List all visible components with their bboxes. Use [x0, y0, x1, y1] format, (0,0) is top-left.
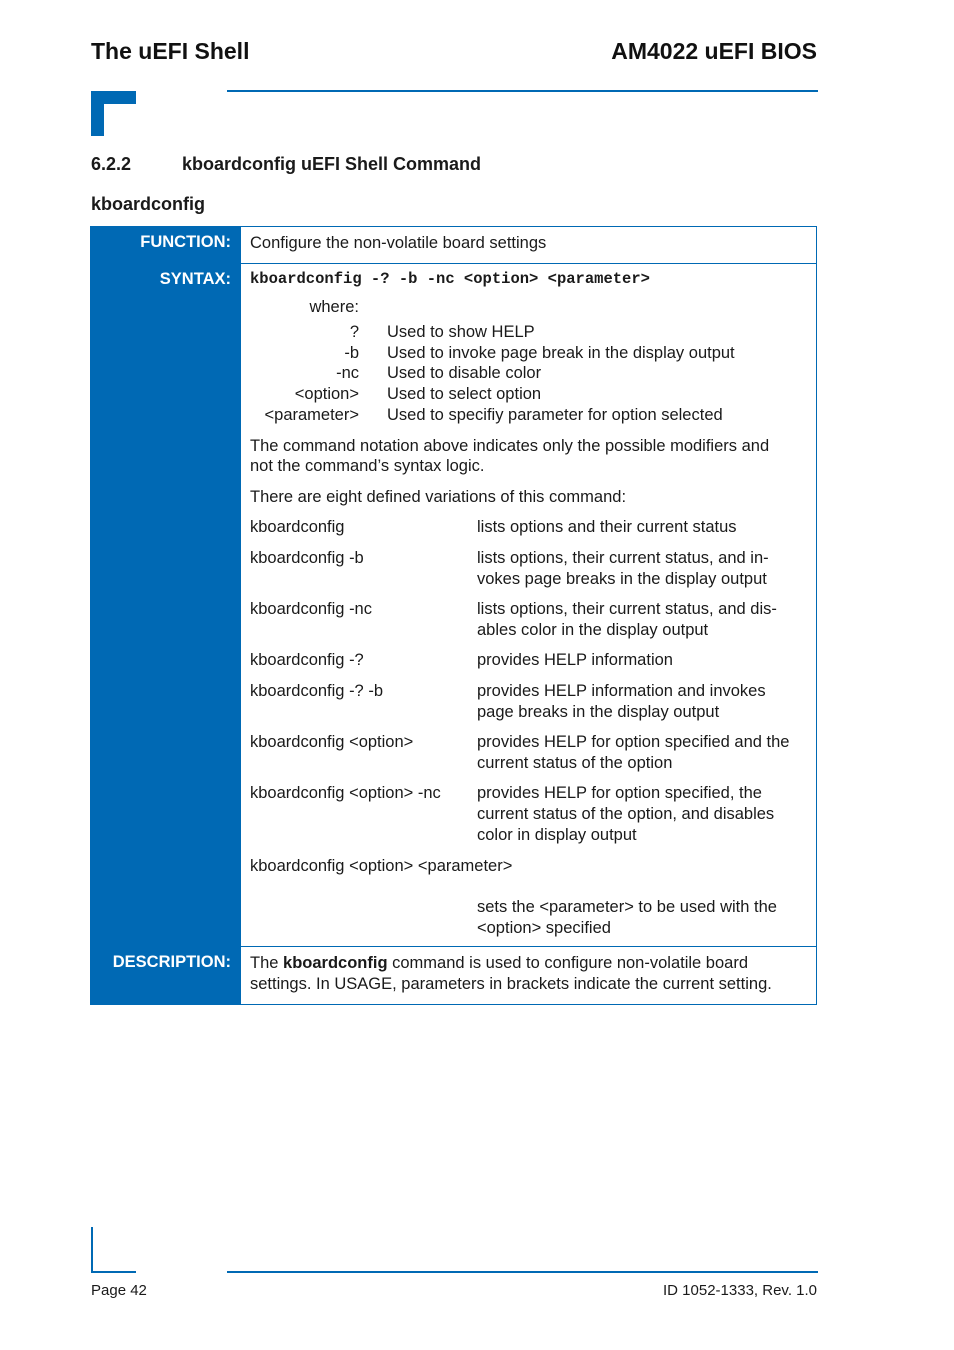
description-text: The — [250, 954, 284, 972]
variation-description: color in display output — [477, 826, 637, 844]
variation-description: ables color in the display output — [477, 621, 709, 639]
header-rule — [227, 90, 818, 92]
param-desc: Used to disable color — [387, 364, 542, 382]
param-flag: ? — [349, 323, 359, 341]
description-line — [250, 953, 748, 974]
table-row-divider — [241, 946, 817, 947]
variation-description: provides HELP for option specified and the — [477, 733, 790, 751]
page-number: Page 42 — [91, 1282, 147, 1299]
param-desc: Used to invoke page break in the display output — [387, 344, 735, 362]
param-desc: Used to select option — [387, 385, 542, 403]
variation-command: kboardconfig <option> -nc — [250, 784, 441, 802]
description-text: command is used to configure non-volatile board — [387, 954, 749, 972]
corner-mark-bottom — [91, 1227, 136, 1273]
function-text: Configure the non-volatile board settings — [250, 234, 547, 252]
table-label-column — [90, 226, 241, 1005]
param-flag: -nc — [336, 364, 359, 382]
param-desc: Used to show HELP — [387, 323, 535, 341]
footer-rule — [227, 1271, 818, 1273]
description-label: DESCRIPTION: — [112, 953, 231, 971]
variation-command: kboardconfig <option> — [250, 733, 414, 751]
corner-mark-top — [91, 91, 136, 136]
table-row-divider — [241, 263, 817, 264]
section-number: 6.2.2 — [91, 154, 132, 174]
variation-description: <option> specified — [477, 919, 611, 937]
description-command-name: kboardconfig — [283, 954, 388, 972]
variation-command: kboardconfig -? — [250, 651, 364, 669]
variation-description: lists options and their current status — [477, 518, 737, 536]
variation-description: lists options, their current status, and dis- — [477, 600, 777, 618]
variation-description: lists options, their current status, and in- — [477, 549, 769, 567]
param-flag: <option> — [294, 385, 359, 403]
variation-description: current status of the option — [477, 754, 673, 772]
variation-description: current status of the option, and disables — [477, 805, 775, 823]
command-heading: kboardconfig — [91, 194, 206, 214]
variation-command: kboardconfig — [250, 518, 345, 536]
variation-description: provides HELP information and invokes — [477, 682, 766, 700]
function-label: FUNCTION: — [140, 233, 231, 251]
param-flag: <parameter> — [264, 406, 359, 424]
section-title: kboardconfig uEFI Shell Command — [182, 154, 482, 174]
notation-line: The command notation above indicates only the possible modifiers and — [250, 437, 770, 455]
where-label: where: — [309, 298, 359, 316]
notation-line: not the command’s syntax logic. — [250, 457, 485, 475]
document-id: ID 1052-1333, Rev. 1.0 — [663, 1282, 817, 1299]
variation-description: sets the <parameter> to be used with the — [477, 898, 777, 916]
param-desc: Used to specifiy parameter for option selected — [387, 406, 723, 424]
variation-description: provides HELP for option specified, the — [477, 784, 762, 802]
variation-description: vokes page breaks in the display output — [477, 570, 767, 588]
syntax-line: kboardconfig -? -b -nc <option> <parameter> — [250, 270, 650, 288]
param-flag: -b — [344, 344, 359, 362]
variation-command: kboardconfig <option> <parameter> — [250, 857, 513, 875]
description-line: settings. In USAGE, parameters in brackets indicate the current setting. — [250, 975, 772, 993]
variation-command: kboardconfig -b — [250, 549, 364, 567]
header-right-title: AM4022 uEFI BIOS — [611, 38, 817, 64]
syntax-label: SYNTAX: — [159, 270, 231, 288]
variation-description: page breaks in the display output — [477, 703, 720, 721]
variations-intro: There are eight defined variations of this command: — [250, 488, 627, 506]
variation-command: kboardconfig -nc — [250, 600, 372, 618]
header-left-title: The uEFI Shell — [91, 38, 250, 64]
variation-description: provides HELP information — [477, 651, 673, 669]
variation-command: kboardconfig -? -b — [250, 682, 383, 700]
